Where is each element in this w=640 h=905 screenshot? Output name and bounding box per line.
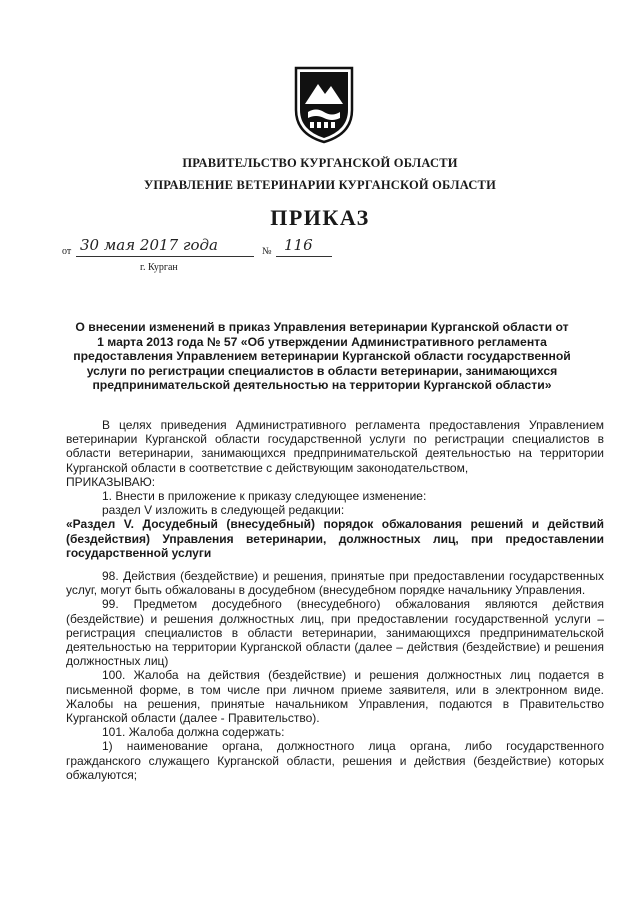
document-body [66,418,604,782]
coat-of-arms-icon [292,64,356,146]
item-1-subline: раздел V изложить в следующей редакции: [102,503,345,518]
number-underline [276,256,332,257]
paragraph-98: 98. Действия (бездействие) и решения, принятые при предоставлении государственных услуг, могут быть обжалованы в досудебном (внесудебном порядке начальнику Управления. [66,569,604,598]
item-1: 1. Внести в приложение к приказу следующее изменение: [102,489,427,504]
preamble-paragraph: В целях приведения Административного регламента предоставления Управлением ветеринарии Курганской области государственной услуги по регистрации специалистов в области ветеринарии, занимающихся предпринимательской деятельностью на территории Курганской области в соответствие с действующим законодательством, [66,418,604,475]
paragraph-101-item-1: 1) наименование органа, должностного лица органа, либо государственного гражданского служащего Курганской области, решения и действия (бездействие) которых обжалуются; [66,739,604,782]
paragraph-100: 100. Жалоба на действия (бездействие) и решения должностных лиц подается в письменной форме, в том числе при личном приеме заявителя, или в электронном виде. Жалобы на решения, принятые начальником Управления, подаются в Правительство Курганской области (далее - Правительство). [66,668,604,726]
document-type-title: ПРИКАЗ [270,205,370,230]
date-prefix: от [62,246,72,257]
city-label: г. Курган [140,262,178,273]
handwritten-number: 116 [284,236,313,254]
number-prefix: № [262,246,272,257]
handwritten-date: 30 мая 2017 года [80,236,218,254]
paragraph-101: 101. Жалоба должна содержать: [102,725,285,740]
order-subject: О внесении изменений в приказ Управления ветеринарии Курганской области от 1 марта 2013 года № 57 «Об утверждении Административного регламента предоставления Управлением ветеринарии Курганской области государственной услуги по регистрации специалистов в области ветеринарии, занимающихся предпринимательской деятельностью на территории Курганской области» [73,320,571,393]
order-word: ПРИКАЗЫВАЮ: [66,474,156,489]
section-heading: «Раздел V. Досудебный (внесудебный) порядок обжалования решений и действий (бездействия) Управления ветеринарии, должностных лиц, при предоставлении государственной услуги [66,517,604,560]
paragraph-99: 99. Предметом досудебного (внесудебного) обжалования являются действия (бездействие) и решения должностных лиц, при предоставлении государственной услуги – регистрация специалистов в области ветеринарии, занимающихся предпринимательской деятельностью на территории Курганской области (далее – действия (бездействие) и решения должностных лиц) [66,597,604,669]
date-underline [76,256,254,257]
org-line-government: ПРАВИТЕЛЬСТВО КУРГАНСКОЙ ОБЛАСТИ [182,156,458,170]
org-line-department: УПРАВЛЕНИЕ ВЕТЕРИНАРИИ КУРГАНСКОЙ ОБЛАСТИ [143,178,497,192]
